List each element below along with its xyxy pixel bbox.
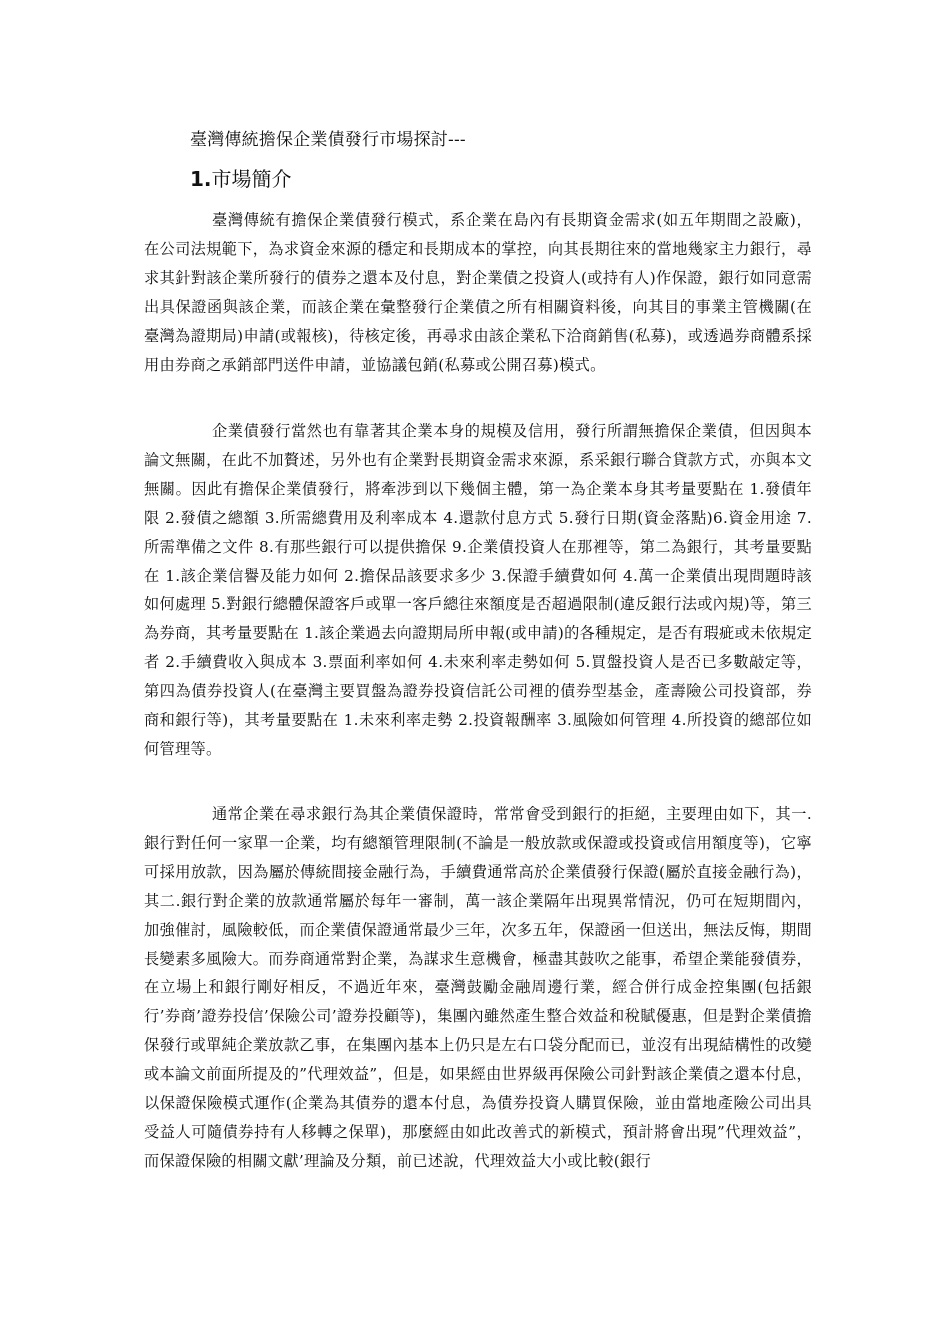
section-heading — [190, 165, 292, 193]
section-number: 1. — [190, 167, 212, 191]
body-paragraph: 企業債發行當然也有靠著其企業本身的規模及信用，發行所謂無擔保企業債，但因與本論文無關，在此不加贅述，另外也有企業對長期資金需求來源，系采銀行聯合貸款方式，亦與本文無關。因此有擔保企業債發行，將牽涉到以下幾個主體，第一為企業本身其考量要點在 1.發債年限 2.發債之總額 3.所需總費用及利率成本 4.還款付息方式 5.發行日期(資金落點)6.資金用途 7.所需準備之文件 8.有那些銀行可以提供擔保 9.企業債投資人在那裡等，第二為銀行，其考量要點在 1.該企業信譽及能力如何 2.擔保品該要求多少 3.保證手續費如何 4.萬一企業債出現問題時該如何處理 5.對銀行總體保證客戶或單一客戶總往來額度是否超過限制(違反銀行法或內規)等，第三為券商，其考量要點在 1.該企業過去向證期局所申報(或申請)的各種規定，是否有瑕疵或未依規定者 2.手續費收入與成本 3.票面利率如何 4.未來利率走勢如何 5.買盤投資人是否已多數敲定等，第四為債券投資人(在臺灣主要買盤為證券投資信託公司裡的債券型基金，產壽險公司投資部，券商和銀行等)，其考量要點在 1.未來利率走勢 2.投資報酬率 3.風險如何管理 4.所投資的總部位如何管理等。 — [144, 422, 812, 758]
body-paragraph: 臺灣傳統有擔保企業債發行模式，系企業在島內有長期資金需求(如五年期間之設廠)，在公司法規範下，為求資金來源的穩定和長期成本的掌控，向其長期往來的當地幾家主力銀行，尋求其針對該企業所發行的債券之還本及付息，對企業債之投資人(或持有人)作保證，銀行如同意需出具保證函與該企業，而該企業在彙整發行企業債之所有相關資料後，向其目的事業主管機關(在臺灣為證期局)申請(或報核)，待核定後，再尋求由該企業私下洽商銷售(私募)，或透過券商體系採用由券商之承銷部門送件申請，並協議包銷(私募或公開召募)模式。 — [144, 211, 812, 374]
document-title: 臺灣傳統擔保企業債發行市場探討--- — [190, 130, 466, 150]
body-paragraph: 通常企業在尋求銀行為其企業債保證時，常常會受到銀行的拒絕，主要理由如下，其一.銀行對任何一家單一企業，均有總額管理限制(不論是一般放款或保證或投資或信用額度等)，它寧可採用放款，因為屬於傳統間接金融行為，手續費通常高於企業債發行保證(屬於直接金融行為)，其二.銀行對企業的放款通常屬於每年一審制，萬一該企業隔年出現異常情況，仍可在短期間內，加強催討，風險較低，而企業債保證通常最少三年，次多五年，保證函一但送出，無法反悔，期間長變素多風險大。而券商通常對企業，為謀求生意機會，極盡其鼓吹之能事，希望企業能發債券，在立場上和銀行剛好相反，不過近年來，臺灣鼓勵金融周邊行業，經合併行成金控集團(包括銀行’券商’證券投信’保險公司’證券投顧等)，集團內雖然產生整合效益和稅賦優惠，但是對企業債擔保發行或單純企業放款乙事，在集團內基本上仍只是左右口袋分配而已，並沒有出現結構性的改變或本論文前面所提及的”代理效益”，但是，如果經由世界級再保險公司針對該企業債之還本付息，以保證保險模式運作(企業為其債券的還本付息，為債券投資人購買保險，並由當地產險公司出具受益人可隨債券持有人移轉之保單)，那麼經由如此改善式的新模式，預計將會出現”代理效益”，而保證保險的相關文獻’理論及分類，前已述說，代理效益大小或比較(銀行 — [144, 805, 812, 1170]
section-title: 市場簡介 — [211, 167, 292, 191]
